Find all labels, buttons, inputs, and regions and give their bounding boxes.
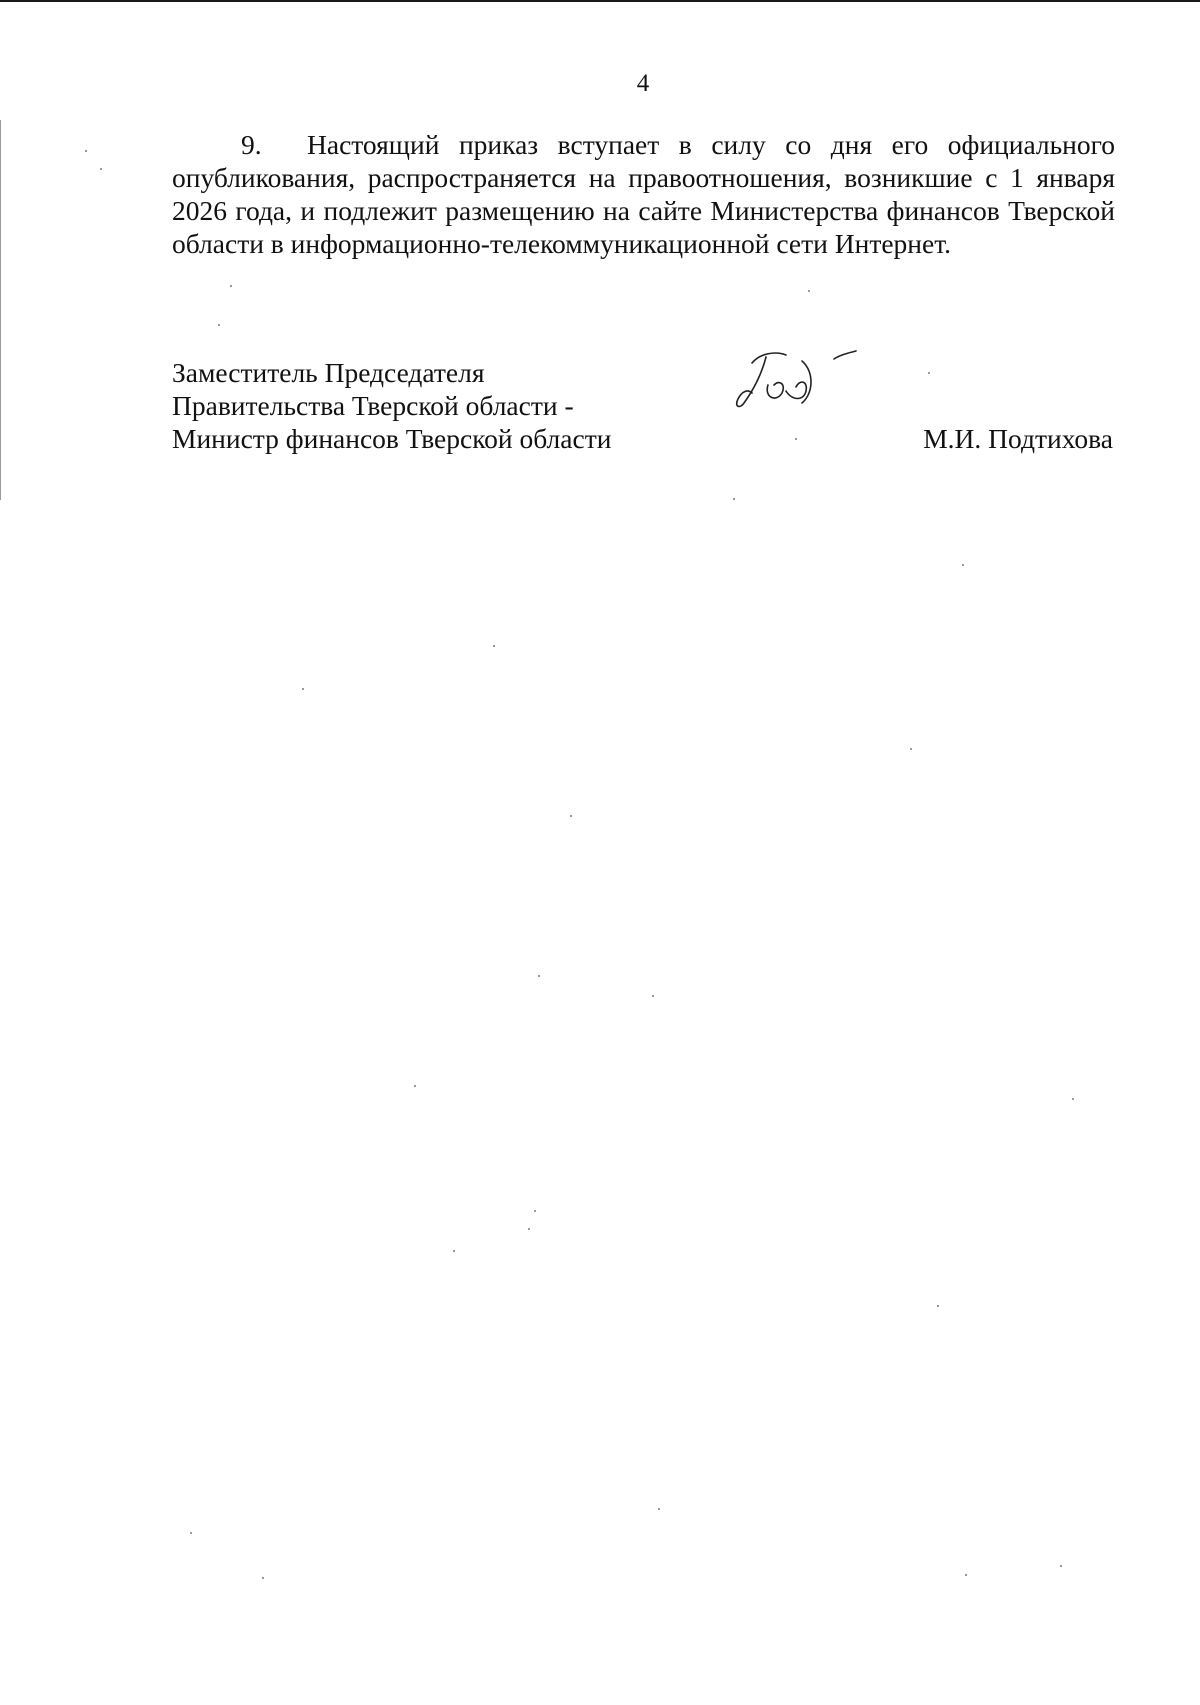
scan-left-edge <box>0 120 1 500</box>
signer-name: М.И. Подтихова <box>923 423 1113 454</box>
paragraph-9 <box>172 128 1115 260</box>
page-number: 4 <box>636 70 650 97</box>
handwritten-signature <box>730 345 870 415</box>
signatory-position <box>172 356 611 455</box>
scan-top-edge <box>0 0 1200 2</box>
paragraph-text: Настоящий приказ вступает в силу со дня его официального опубликования, распространяется на правоотношения, возникшие с 1 января 2026 года, и подлежит размещению на сайте Министерства финансов Тверской области в информационно-телекоммуникационной сети Интернет. <box>172 129 1115 259</box>
position-line-1: Заместитель Председателя <box>172 357 485 388</box>
position-line-2: Правительства Тверской области - <box>172 390 574 421</box>
position-line-3: Министр финансов Тверской области <box>172 423 612 454</box>
paragraph-number: 9. <box>241 129 262 160</box>
